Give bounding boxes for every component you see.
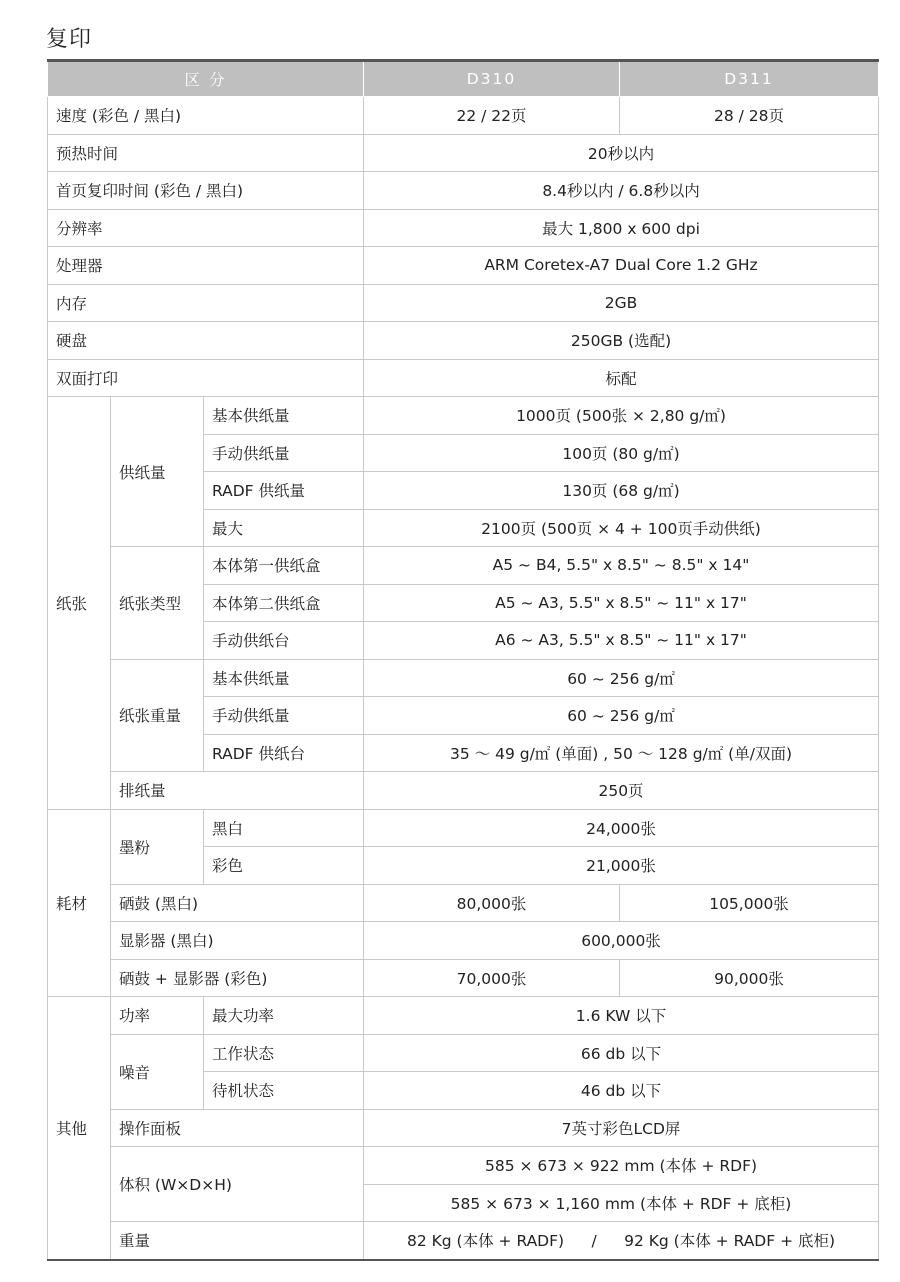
subgroup-label-supply: 供纸量 — [111, 397, 204, 547]
item-value: 130页 (68 g/㎡) — [364, 472, 879, 510]
row-label-memory: 内存 — [48, 284, 364, 322]
volume-value: 585 × 673 × 1,160 mm (本体 + RDF + 底柜) — [364, 1184, 879, 1222]
weight-d310: 82 Kg (本体 + RADF) — [406, 1232, 565, 1251]
subgroup-label-paper-type: 纸张类型 — [111, 547, 204, 660]
developer-bw-value: 600,000张 — [364, 922, 879, 960]
subgroup-label-noise: 噪音 — [111, 1034, 204, 1109]
drum-bw-d310: 80,000张 — [364, 884, 620, 922]
drum-dev-color-d311: 90,000张 — [620, 959, 879, 997]
table-row — [48, 209, 879, 247]
subgroup-label-output: 排纸量 — [111, 772, 364, 810]
item-value: 24,000张 — [364, 809, 879, 847]
table-row — [48, 1034, 879, 1072]
page-title: 复印 — [46, 27, 93, 52]
weight-value-cell — [364, 1222, 879, 1260]
item-value: 66 db 以下 — [364, 1034, 879, 1072]
item-label: 黑白 — [204, 809, 364, 847]
subgroup-label-panel: 操作面板 — [111, 1109, 364, 1147]
item-value: 35 ～ 49 g/㎡ (单面) , 50 ～ 128 g/㎡ (单/双面) — [364, 734, 879, 772]
drum-bw-d311: 105,000张 — [620, 884, 879, 922]
spec-table — [47, 59, 879, 1261]
table-row — [48, 359, 879, 397]
table-row — [48, 97, 879, 135]
subgroup-label-volume: 体积 (W×D×H) — [111, 1147, 364, 1222]
weight-d311: 92 Kg (本体 + RADF + 底柜) — [624, 1232, 836, 1251]
row-label-speed: 速度 (彩色 / 黑白) — [48, 97, 364, 135]
table-row — [48, 172, 879, 210]
row-label-duplex: 双面打印 — [48, 359, 364, 397]
table-row — [48, 922, 879, 960]
table-row — [48, 284, 879, 322]
item-value: 2100页 (500页 × 4 + 100页手动供纸) — [364, 509, 879, 547]
table-row — [48, 1109, 879, 1147]
item-label: 彩色 — [204, 847, 364, 885]
volume-value: 585 × 673 × 922 mm (本体 + RDF) — [364, 1147, 879, 1185]
table-row — [48, 547, 879, 585]
subgroup-label-toner: 墨粉 — [111, 809, 204, 884]
subgroup-label-developer-bw: 显影器 (黑白) — [111, 922, 364, 960]
weight-separator: / — [591, 1232, 597, 1251]
table-row — [48, 397, 879, 435]
item-value: 60 ~ 256 g/㎡ — [364, 697, 879, 735]
panel-value: 7英寸彩色LCD屏 — [364, 1109, 879, 1147]
item-value: 100页 (80 g/㎡) — [364, 434, 879, 472]
speed-d310: 22 / 22页 — [364, 97, 620, 135]
header-model-d310: D310 — [364, 61, 620, 97]
table-row — [48, 772, 879, 810]
table-row — [48, 1222, 879, 1260]
item-value: 1000页 (500张 × 2,80 g/㎡) — [364, 397, 879, 435]
row-label-processor: 处理器 — [48, 247, 364, 285]
hdd-value: 250GB (选配) — [364, 322, 879, 360]
output-value: 250页 — [364, 772, 879, 810]
item-label: RADF 供纸量 — [204, 472, 364, 510]
item-label: 本体第二供纸盒 — [204, 584, 364, 622]
subgroup-label-drum-dev-color: 硒鼓 + 显影器 (彩色) — [111, 959, 364, 997]
table-row — [48, 659, 879, 697]
item-value: A5 ~ B4, 5.5" x 8.5" ~ 8.5" x 14" — [364, 547, 879, 585]
item-label: 最大功率 — [204, 997, 364, 1035]
item-value: A5 ~ A3, 5.5" x 8.5" ~ 11" x 17" — [364, 584, 879, 622]
first-copy-value: 8.4秒以内 / 6.8秒以内 — [364, 172, 879, 210]
item-value: A6 ~ A3, 5.5" x 8.5" ~ 11" x 17" — [364, 622, 879, 660]
group-label-other: 其他 — [48, 997, 111, 1260]
subgroup-label-drum-bw: 硒鼓 (黑白) — [111, 884, 364, 922]
item-label: 手动供纸量 — [204, 434, 364, 472]
table-row — [48, 959, 879, 997]
item-label: 手动供纸台 — [204, 622, 364, 660]
table-row — [48, 997, 879, 1035]
table-header-row — [48, 61, 879, 97]
table-row — [48, 809, 879, 847]
row-label-warmup: 预热时间 — [48, 134, 364, 172]
group-label-consumables: 耗材 — [48, 809, 111, 997]
item-label: 手动供纸量 — [204, 697, 364, 735]
row-label-resolution: 分辨率 — [48, 209, 364, 247]
speed-d311: 28 / 28页 — [620, 97, 879, 135]
group-label-paper: 纸张 — [48, 397, 111, 810]
header-category: 区 分 — [48, 61, 364, 97]
table-row — [48, 1147, 879, 1185]
table-row — [48, 322, 879, 360]
item-label: 最大 — [204, 509, 364, 547]
item-value: 46 db 以下 — [364, 1072, 879, 1110]
subgroup-label-power: 功率 — [111, 997, 204, 1035]
processor-value: ARM Coretex-A7 Dual Core 1.2 GHz — [364, 247, 879, 285]
item-label: 基本供纸量 — [204, 659, 364, 697]
table-row — [48, 247, 879, 285]
drum-dev-color-d310: 70,000张 — [364, 959, 620, 997]
item-value: 60 ~ 256 g/㎡ — [364, 659, 879, 697]
item-label: 工作状态 — [204, 1034, 364, 1072]
item-label: RADF 供纸台 — [204, 734, 364, 772]
power-value: 1.6 KW 以下 — [364, 997, 879, 1035]
item-label: 基本供纸量 — [204, 397, 364, 435]
row-label-first-copy: 首页复印时间 (彩色 / 黑白) — [48, 172, 364, 210]
item-value: 21,000张 — [364, 847, 879, 885]
duplex-value: 标配 — [364, 359, 879, 397]
row-label-hdd: 硬盘 — [48, 322, 364, 360]
subgroup-label-weight: 重量 — [111, 1222, 364, 1260]
memory-value: 2GB — [364, 284, 879, 322]
item-label: 本体第一供纸盒 — [204, 547, 364, 585]
header-model-d311: D311 — [620, 61, 879, 97]
subgroup-label-paper-weight: 纸张重量 — [111, 659, 204, 772]
warmup-value: 20秒以内 — [364, 134, 879, 172]
table-row — [48, 884, 879, 922]
table-row — [48, 134, 879, 172]
resolution-value: 最大 1,800 x 600 dpi — [364, 209, 879, 247]
item-label: 待机状态 — [204, 1072, 364, 1110]
